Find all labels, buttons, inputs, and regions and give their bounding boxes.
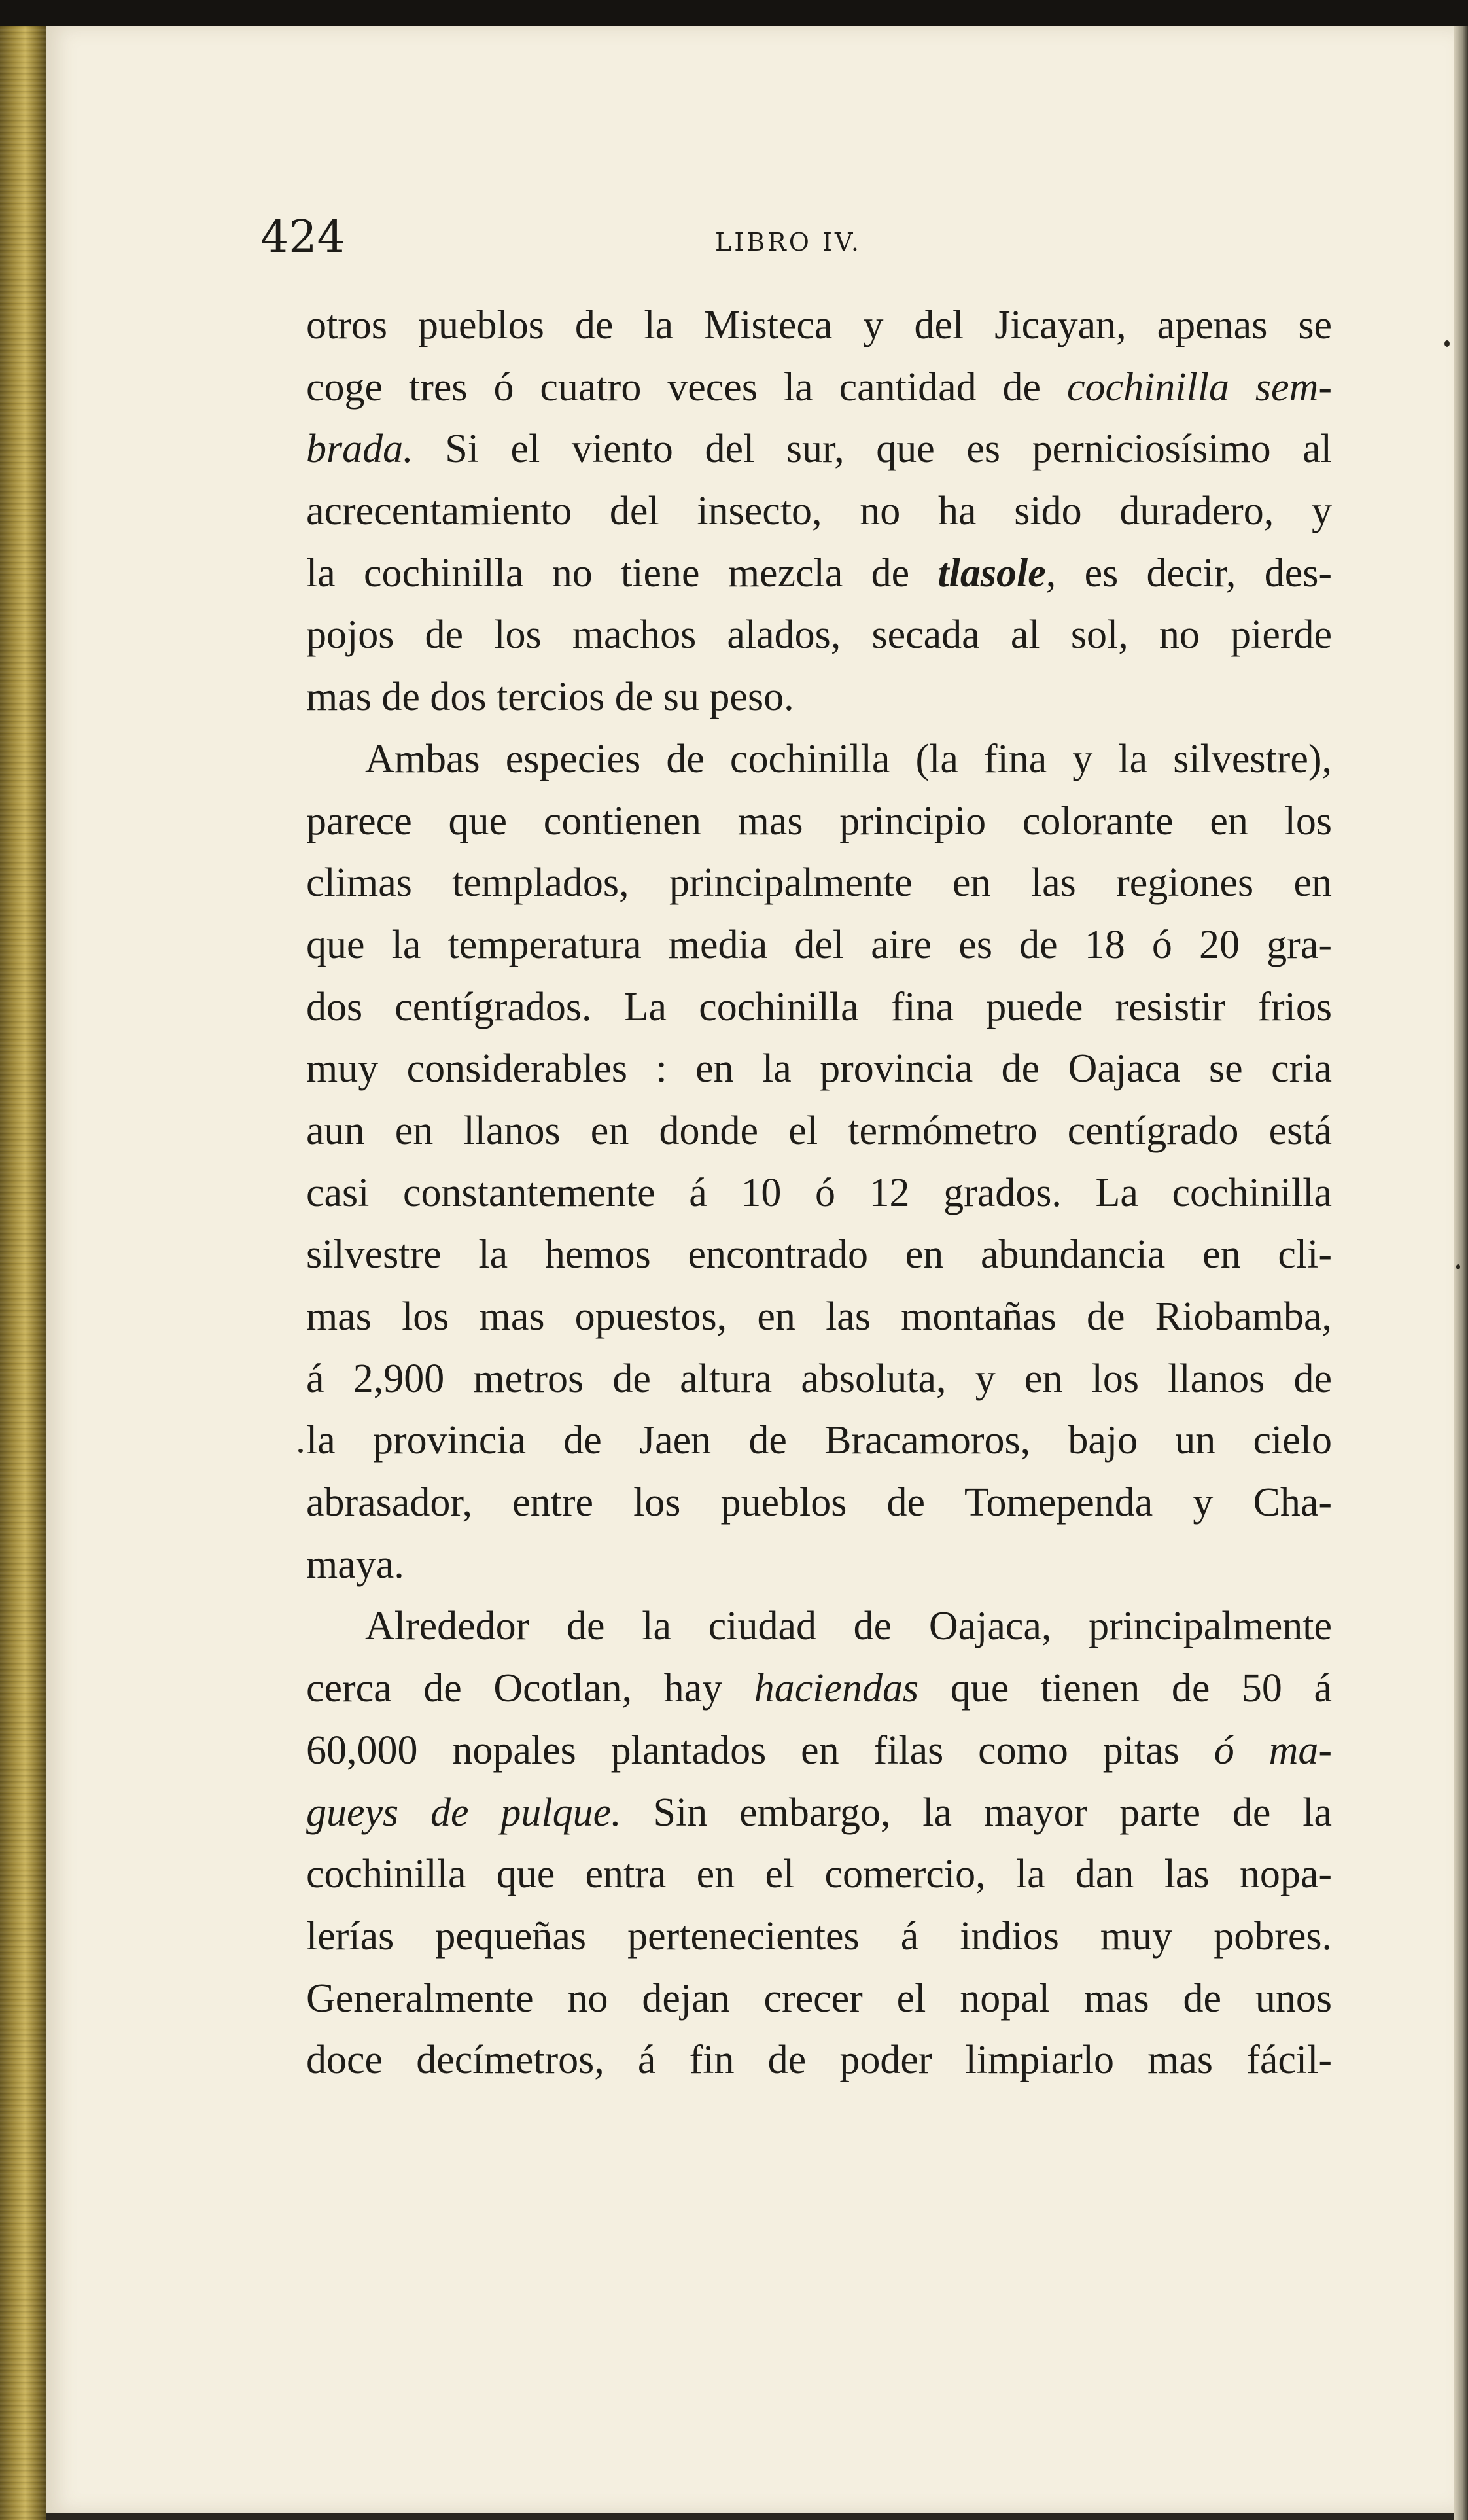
text-segment: cochinilla que entra en el comercio, la dan las nopa- xyxy=(306,1852,1332,1897)
text-line xyxy=(306,357,1332,419)
text-segment: Generalmente no dejan crecer el nopal mas de unos xyxy=(306,1976,1332,2021)
text-segment: Ambas especies de cochinilla (la fina y la silvestre), xyxy=(365,736,1332,781)
text-line xyxy=(306,1224,1332,1286)
text-line xyxy=(306,976,1332,1038)
text-line xyxy=(306,480,1332,542)
text-segment: mas los mas opuestos, en las montañas de Riobamba, xyxy=(306,1294,1332,1339)
text-line xyxy=(306,914,1332,976)
text-line xyxy=(306,1658,1332,1720)
italic-term: ó ma- xyxy=(1214,1728,1332,1773)
text-line xyxy=(306,2029,1332,2091)
text-segment: cerca de Ocotlan, hay xyxy=(306,1666,754,1711)
text-segment: aun en llanos en donde el termómetro centígrado está xyxy=(306,1108,1332,1153)
text-segment: casi constantemente á 10 ó 12 grados. La cochinilla xyxy=(306,1170,1332,1215)
text-segment: lerías pequeñas pertenecientes á indios muy pobres. xyxy=(306,1913,1332,1959)
text-line xyxy=(306,1410,1332,1472)
text-line xyxy=(306,1100,1332,1162)
italic-term: tlasole xyxy=(937,550,1046,595)
text-line xyxy=(306,1968,1332,2030)
text-segment: coge tres ó cuatro veces la cantidad de xyxy=(306,364,1068,410)
text-segment: dos centígrados. La cochinilla fina puede resistir frios xyxy=(306,984,1332,1029)
text-segment: muy considerables : en la provincia de Oajaca se cria xyxy=(306,1046,1332,1091)
page-number: 424 xyxy=(260,211,345,263)
text-line xyxy=(306,604,1332,666)
text-segment: acrecentamiento del insecto, no ha sido duradero, y xyxy=(306,489,1332,534)
right-page-edge xyxy=(1454,26,1468,2520)
italic-term: cochinilla sem- xyxy=(1067,364,1332,410)
text-segment: , es decir, des- xyxy=(1045,550,1332,595)
text-line xyxy=(306,1348,1332,1410)
text-line xyxy=(306,1782,1332,1844)
gilt-page-edges xyxy=(0,26,46,2520)
italic-term: haciendas xyxy=(754,1666,919,1711)
ink-speck xyxy=(1444,340,1450,347)
text-segment: abrasador, entre los pueblos de Tomependa y Cha- xyxy=(306,1480,1332,1525)
text-line xyxy=(306,728,1332,790)
text-line xyxy=(306,790,1332,853)
body-text xyxy=(306,294,1332,2091)
text-segment: que la temperatura media del aire es de 18 ó 20 gra- xyxy=(306,922,1332,967)
text-line xyxy=(306,1038,1332,1100)
text-segment: Alrededor de la ciudad de Oajaca, principalmente xyxy=(365,1604,1332,1649)
text-segment: climas templados, principalmente en las regiones en xyxy=(306,861,1332,906)
text-segment: parece que contienen mas principio colorante en los xyxy=(306,798,1332,843)
text-segment: la cochinilla no tiene mezcla de xyxy=(306,550,938,595)
text-segment: pojos de los machos alados, secada al sol, no pierde xyxy=(306,612,1332,658)
text-segment: maya. xyxy=(306,1542,404,1587)
text-line xyxy=(306,1720,1332,1782)
text-segment: mas de dos tercios de su peso. xyxy=(306,675,794,720)
text-segment: 60,000 nopales plantados en filas como pitas xyxy=(306,1728,1214,1773)
text-line xyxy=(306,1906,1332,1968)
text-segment: Si el viento del sur, que es perniciosísimo al xyxy=(413,427,1332,472)
text-segment: que tienen de 50 á xyxy=(918,1666,1332,1711)
bottom-page-edge xyxy=(46,2513,1454,2520)
italic-term: brada. xyxy=(306,427,413,472)
text-segment: Sin embargo, la mayor parte de la xyxy=(621,1790,1332,1835)
italic-term: gueys de pulque. xyxy=(306,1790,621,1835)
text-line xyxy=(306,1286,1332,1348)
running-head: LIBRO IV. xyxy=(715,228,862,257)
text-line xyxy=(306,852,1332,914)
page-header xyxy=(260,208,1333,267)
text-segment: á 2,900 metros de altura absoluta, y en los llanos de xyxy=(306,1356,1332,1401)
text-segment: la provincia de Jaen de Bracamoros, bajo un cielo xyxy=(306,1418,1332,1463)
ink-speck xyxy=(1456,1264,1460,1269)
text-line xyxy=(306,1472,1332,1534)
text-line xyxy=(306,1843,1332,1906)
text-line xyxy=(306,1595,1332,1658)
text-line xyxy=(306,666,1332,728)
top-shadow-edge xyxy=(0,0,1468,26)
text-line xyxy=(306,1534,1332,1596)
text-line xyxy=(306,294,1332,357)
text-segment: silvestre la hemos encontrado en abundancia en cli- xyxy=(306,1232,1332,1277)
text-line xyxy=(306,1162,1332,1224)
text-segment: doce decímetros, á fin de poder limpiarlo mas fácil- xyxy=(306,2038,1332,2083)
text-line xyxy=(306,542,1332,605)
text-segment: otros pueblos de la Misteca y del Jicayan, apenas se xyxy=(306,303,1332,347)
ink-speck xyxy=(298,1449,303,1453)
text-line xyxy=(306,418,1332,480)
